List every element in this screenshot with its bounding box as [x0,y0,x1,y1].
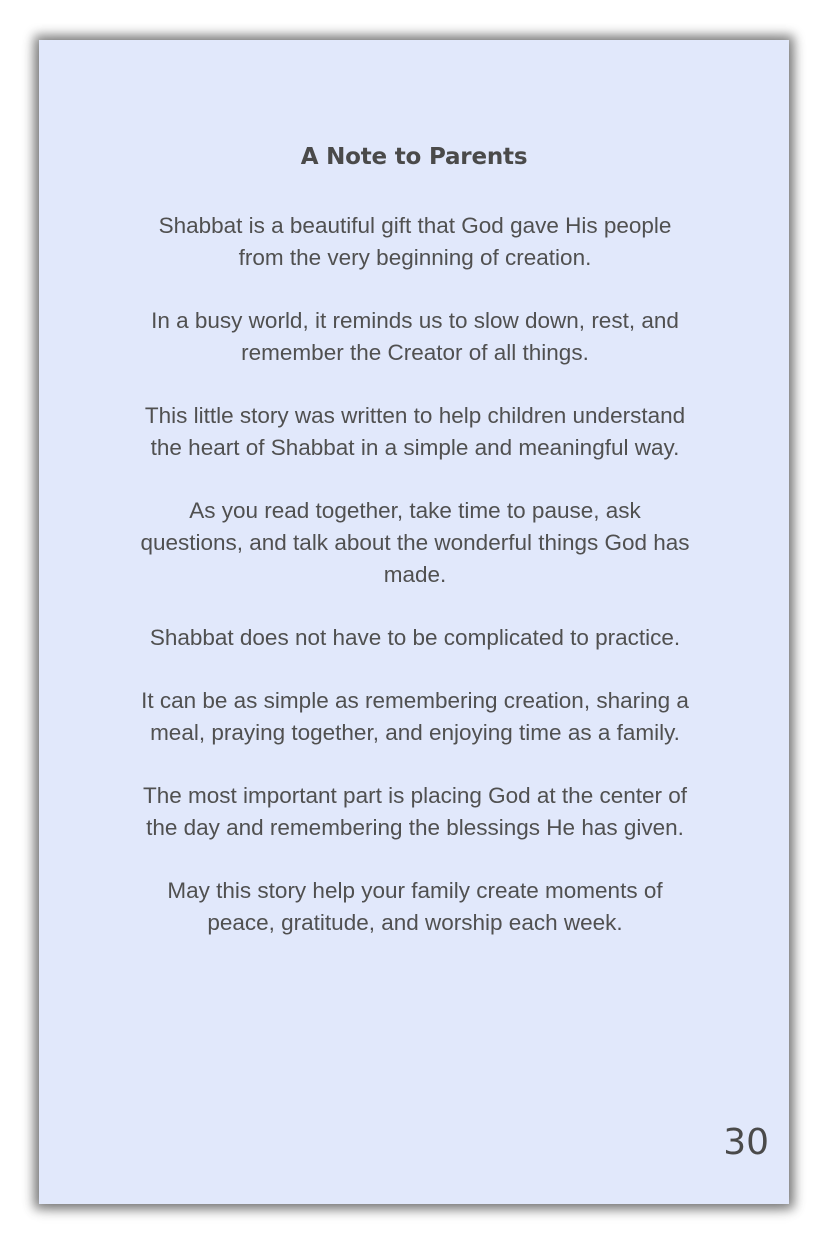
paragraph-6: It can be as simple as remembering creation, sharing a meal, praying together, and enjoying time as a family. [141,688,689,745]
paragraph-5: Shabbat does not have to be complicated to practice. [149,625,681,650]
paragraph-1: Shabbat is a beautiful gift that God gave His people from the very beginning of creation. [158,213,672,270]
paragraph-2: In a busy world, it reminds us to slow down, rest, and remember the Creator of all things. [151,308,679,365]
paragraph-3: This little story was written to help children understand the heart of Shabbat in a simple and meaningful way. [144,403,686,460]
note-body [139,210,691,970]
book-page [39,40,789,1204]
page-number: 30 [723,1122,769,1163]
paragraph-8: May this story help your family create moments of peace, gratitude, and worship each week. [167,878,663,935]
paragraph-4: As you read together, take time to pause, ask questions, and talk about the wonderful things God has made. [140,498,690,587]
page-title: A Note to Parents [300,144,528,170]
paragraph-7: The most important part is placing God at the center of the day and remembering the blessings He has given. [142,783,688,840]
